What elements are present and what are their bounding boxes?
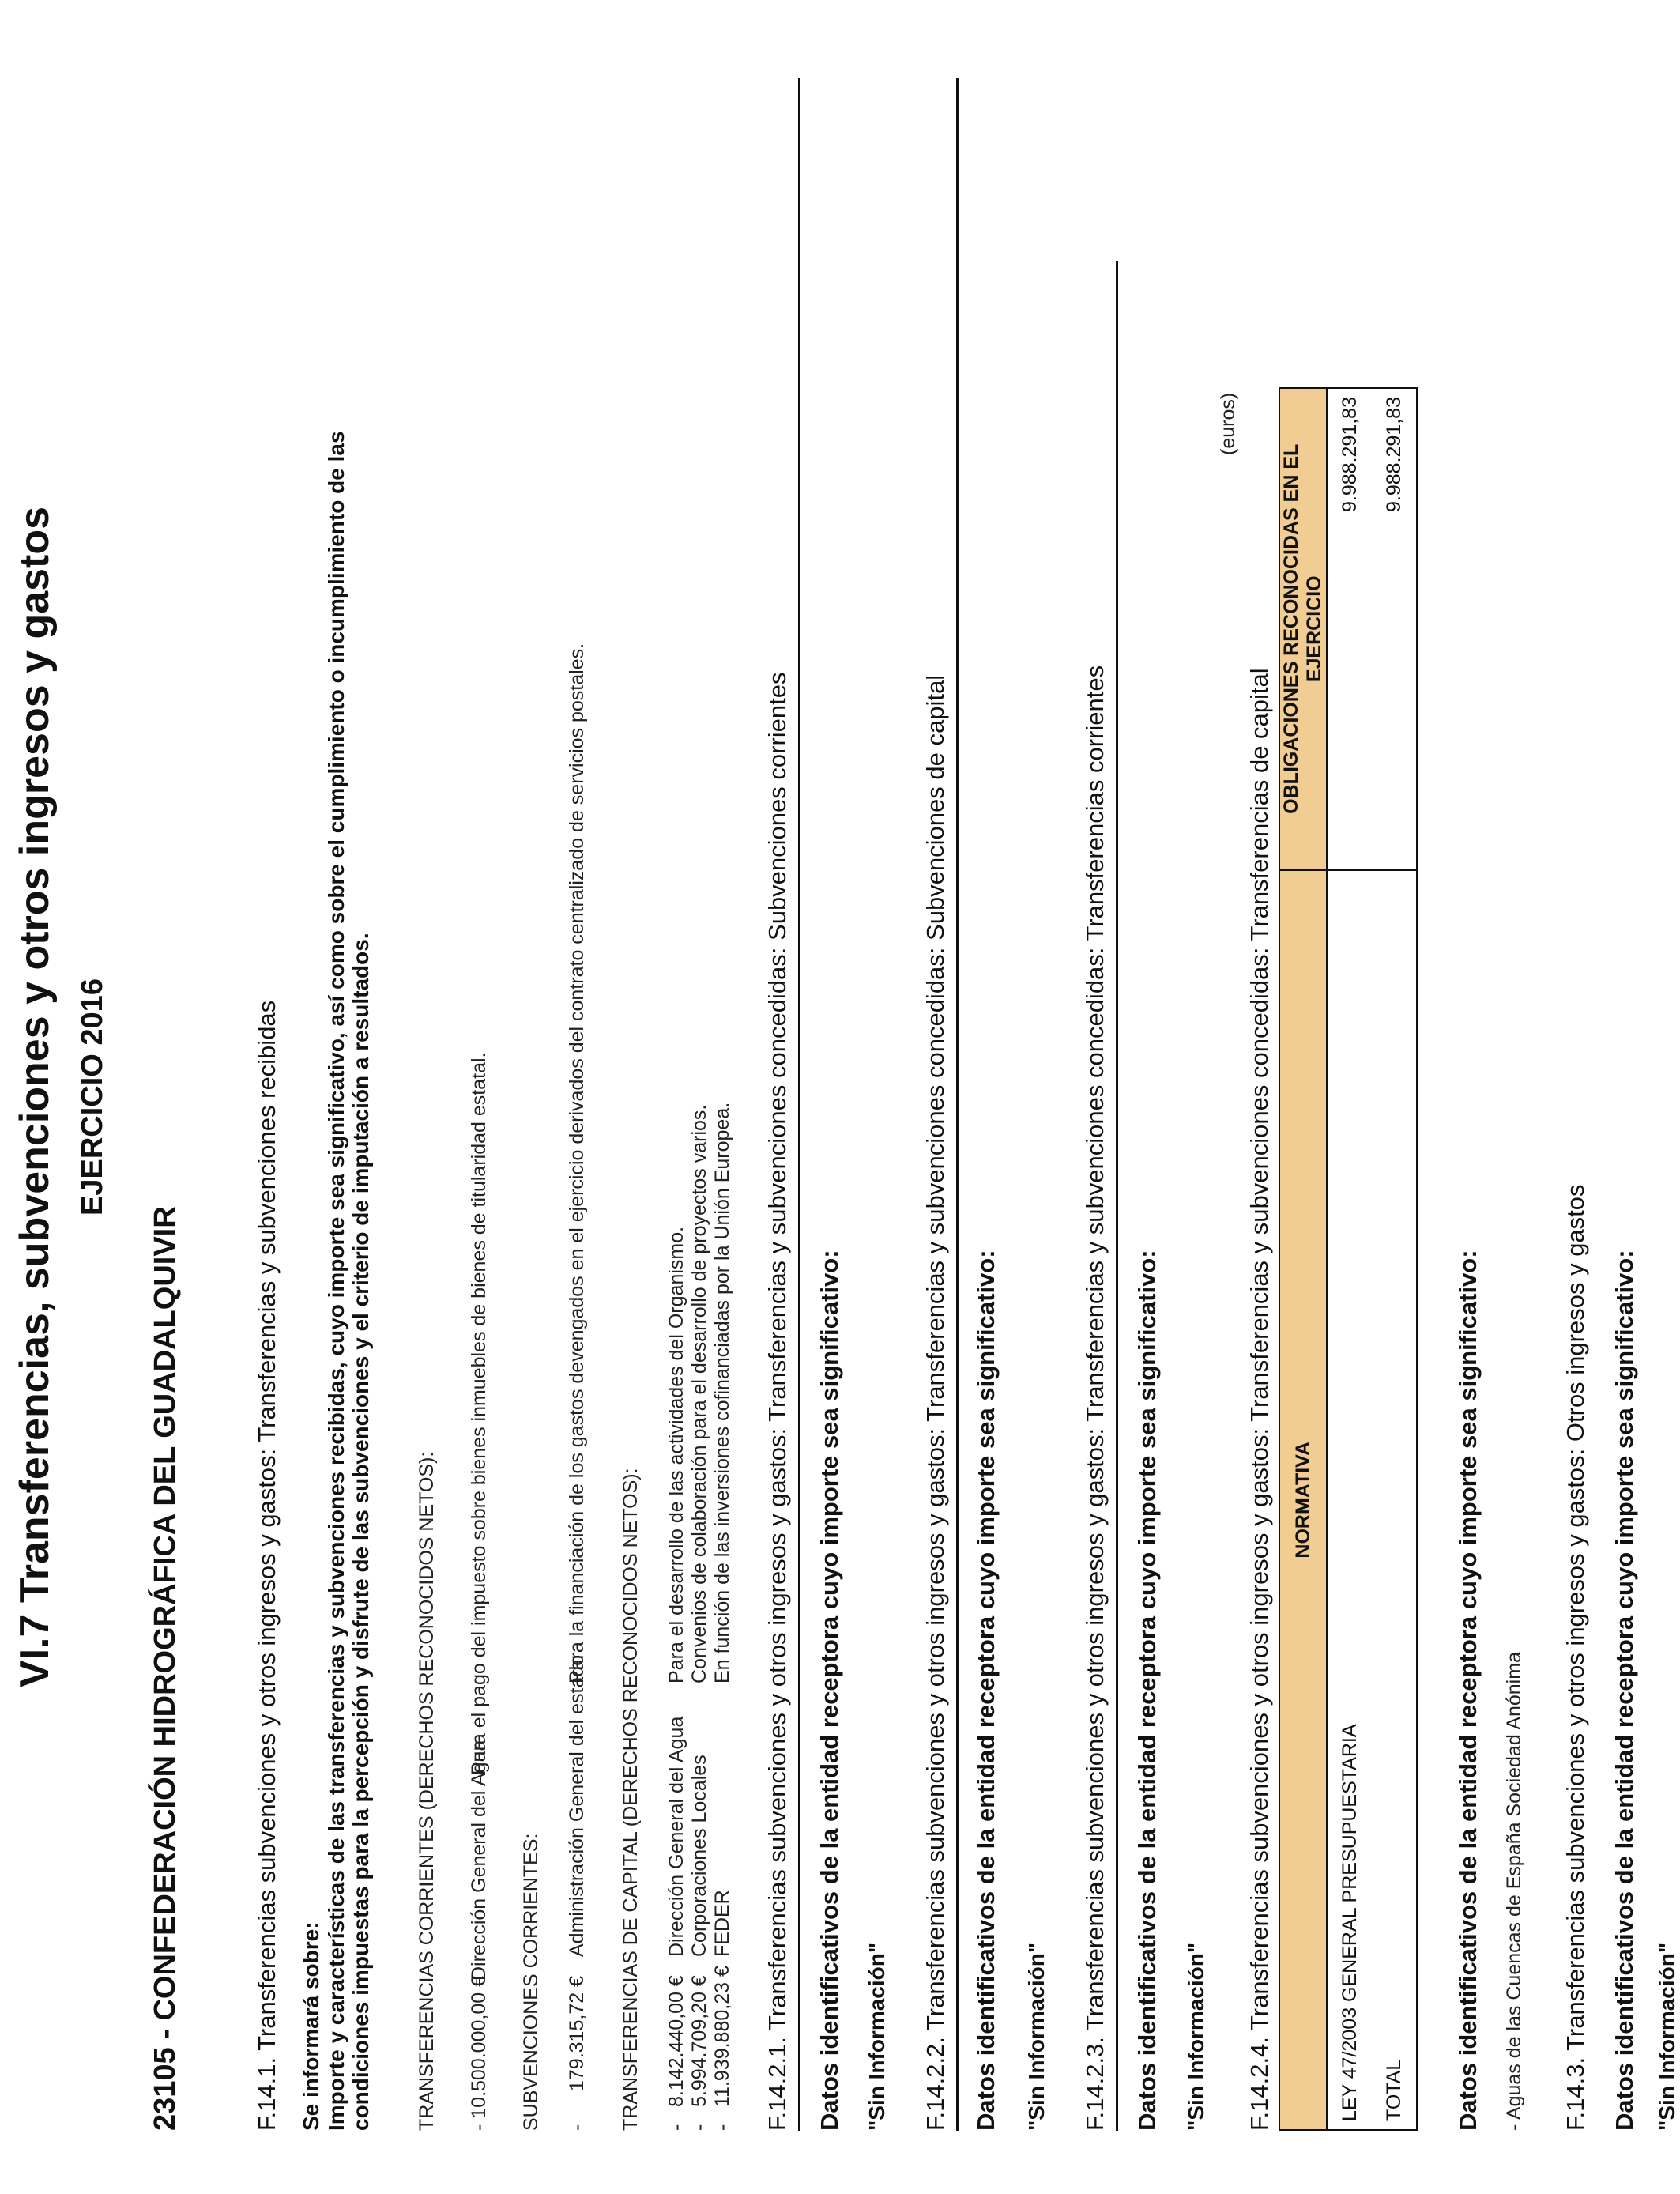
f1424-receptora-value: - Aguas de las Cuencas de España Sociedad Anónima (1503, 1652, 1525, 2131)
table-row (1372, 388, 1417, 2130)
section-divider (1116, 261, 1118, 2131)
tk-row-dash: - (665, 2124, 687, 2131)
f1421-receptora-label: Datos identificativos de la entidad receptora cuyo importe sea significativo: (816, 1250, 843, 2131)
total-label-cell: TOTAL (1372, 870, 1417, 2130)
normativa-cell: LEY 47/2003 GENERAL PRESUPUESTARIA (1327, 870, 1372, 2130)
f1423-receptora-label: Datos identificativos de la entidad receptora cuyo importe sea significativo: (1133, 1250, 1161, 2131)
tk-row-entity: Dirección General del Agua (665, 1716, 687, 1957)
f1424-receptora-label: Datos identificativos de la entidad receptora cuyo importe sea significativo: (1454, 1250, 1482, 2131)
tk-row-dash: - (711, 2124, 733, 2131)
tk-row-purpose: Convenios de colaboración para el desarrollo de proyectos varios. (688, 1104, 710, 1683)
tc-entity: Dirección General del Agua (468, 1740, 490, 1981)
importe-cell: 9.988.291,83 (1327, 388, 1372, 870)
tk-row-entity: Corporaciones Locales (688, 1755, 710, 1957)
sc-purpose: Para la financiación de los gastos devengados en el ejercicio derivados del contrato centralizado de servicios postales. (566, 643, 588, 1683)
section-divider (798, 78, 800, 2131)
f1421-heading: F.14.2.1. Transferencias subvenciones y otros ingresos y gastos: Transferencias y subvenciones concedidas: Subvenciones corrientes (763, 672, 791, 2131)
tk-row-purpose: Para el desarrollo de las actividades del Organismo. (665, 1226, 687, 1683)
f141-desc-line2: condiciones impuestas para la percepción y disfrute de las subvenciones y el criterio de imputación a resultados. (348, 933, 373, 2131)
tc-purpose: Para el pago del impuesto sobre bienes inmuebles de bienes de titularidad estatal. (468, 1052, 490, 1775)
sc-header: SUBVENCIONES CORRIENTES: (520, 1833, 542, 2131)
sc-dash: - (566, 2124, 588, 2131)
tk-row-amount: 8.142.440,00 € (665, 1975, 687, 2107)
f1424-heading: F.14.2.4. Transferencias subvenciones y otros ingresos y gastos: Transferencias y subvenciones concedidas: Transferencias de capital (1245, 668, 1273, 2131)
tk-row-purpose: En función de las inversiones cofinanciadas por la Unión Europea. (711, 1102, 733, 1683)
normativa-column-header: NORMATIVA (1279, 870, 1327, 2130)
f1423-sin-informacion: "Sin Información" (1184, 1942, 1208, 2131)
f1422-receptora-label: Datos identificativos de la entidad receptora cuyo importe sea significativo: (972, 1250, 1000, 2131)
obligaciones-column-header: OBLIGACIONES RECONOCIDAS EN EL EJERCICIO (1279, 388, 1327, 870)
sc-amount: 179.315,72 € (566, 1976, 588, 2091)
f1421-sin-informacion: "Sin Información" (864, 1942, 889, 2131)
total-importe-cell: 9.988.291,83 (1372, 388, 1417, 870)
tk-row-amount: 11.939.880,23 € (711, 1966, 733, 2107)
section-divider (956, 78, 959, 2131)
table-row (1327, 388, 1372, 2130)
page-title: VI.7 Transferencias, subvenciones y otros ingresos y gastos (12, 506, 58, 1688)
sc-entity: Administración General del estado (566, 1654, 588, 1957)
ejercicio-label: EJERCICIO 2016 (76, 978, 109, 1216)
tk-row-dash: - (688, 2124, 710, 2131)
units-label: (euros) (1217, 392, 1239, 455)
tk-row-entity: FEDER (711, 1890, 733, 1957)
f143-heading: F.14.3. Transferencias subvenciones y otros ingresos y gastos: Otros ingresos y gastos (1561, 1184, 1589, 2131)
f1422-heading: F.14.2.2. Transferencias subvenciones y otros ingresos y gastos: Transferencias y subvenciones concedidas: Subvenciones de capital (921, 674, 949, 2131)
obligaciones-table (1279, 387, 1418, 2131)
tc-amount: - 10.500.000,00 € (468, 1976, 490, 2131)
tk-header: TRANSFERENCIAS DE CAPITAL (DERECHOS RECONOCIDOS NETOS): (620, 1468, 642, 2131)
tk-row-amount: 5.994.709,20 € (688, 1975, 710, 2107)
f141-desc-line1: Importe y características de las transferencias y subvenciones recibidas, cuyo importe sea significativo, así como sobre el cumplimiento o incumplimiento de las (324, 431, 348, 2131)
f141-heading: F.14.1. Transferencias subvenciones y otros ingresos y gastos: Transferencias y subvenciones recibidas (253, 1000, 281, 2131)
f143-receptora-label: Datos identificativos de la entidad receptora cuyo importe sea significativo: (1610, 1250, 1638, 2131)
tc-header: TRANSFERENCIAS CORRIENTES (DERECHOS RECONOCIDOS NETOS): (416, 1451, 438, 2131)
f1422-sin-informacion: "Sin Información" (1024, 1942, 1049, 2131)
f143-sin-informacion: "Sin Información" (1655, 1942, 1679, 2131)
organismo-title: 23105 - CONFEDERACIÓN HIDROGRÁFICA DEL GUADALQUIVIR (149, 1206, 182, 2131)
f1423-heading: F.14.2.3. Transferencias subvenciones y otros ingresos y gastos: Transferencias y subvenciones concedidas: Transferencias corrientes (1081, 665, 1109, 2131)
f141-informara: Se informará sobre: (299, 1921, 323, 2131)
